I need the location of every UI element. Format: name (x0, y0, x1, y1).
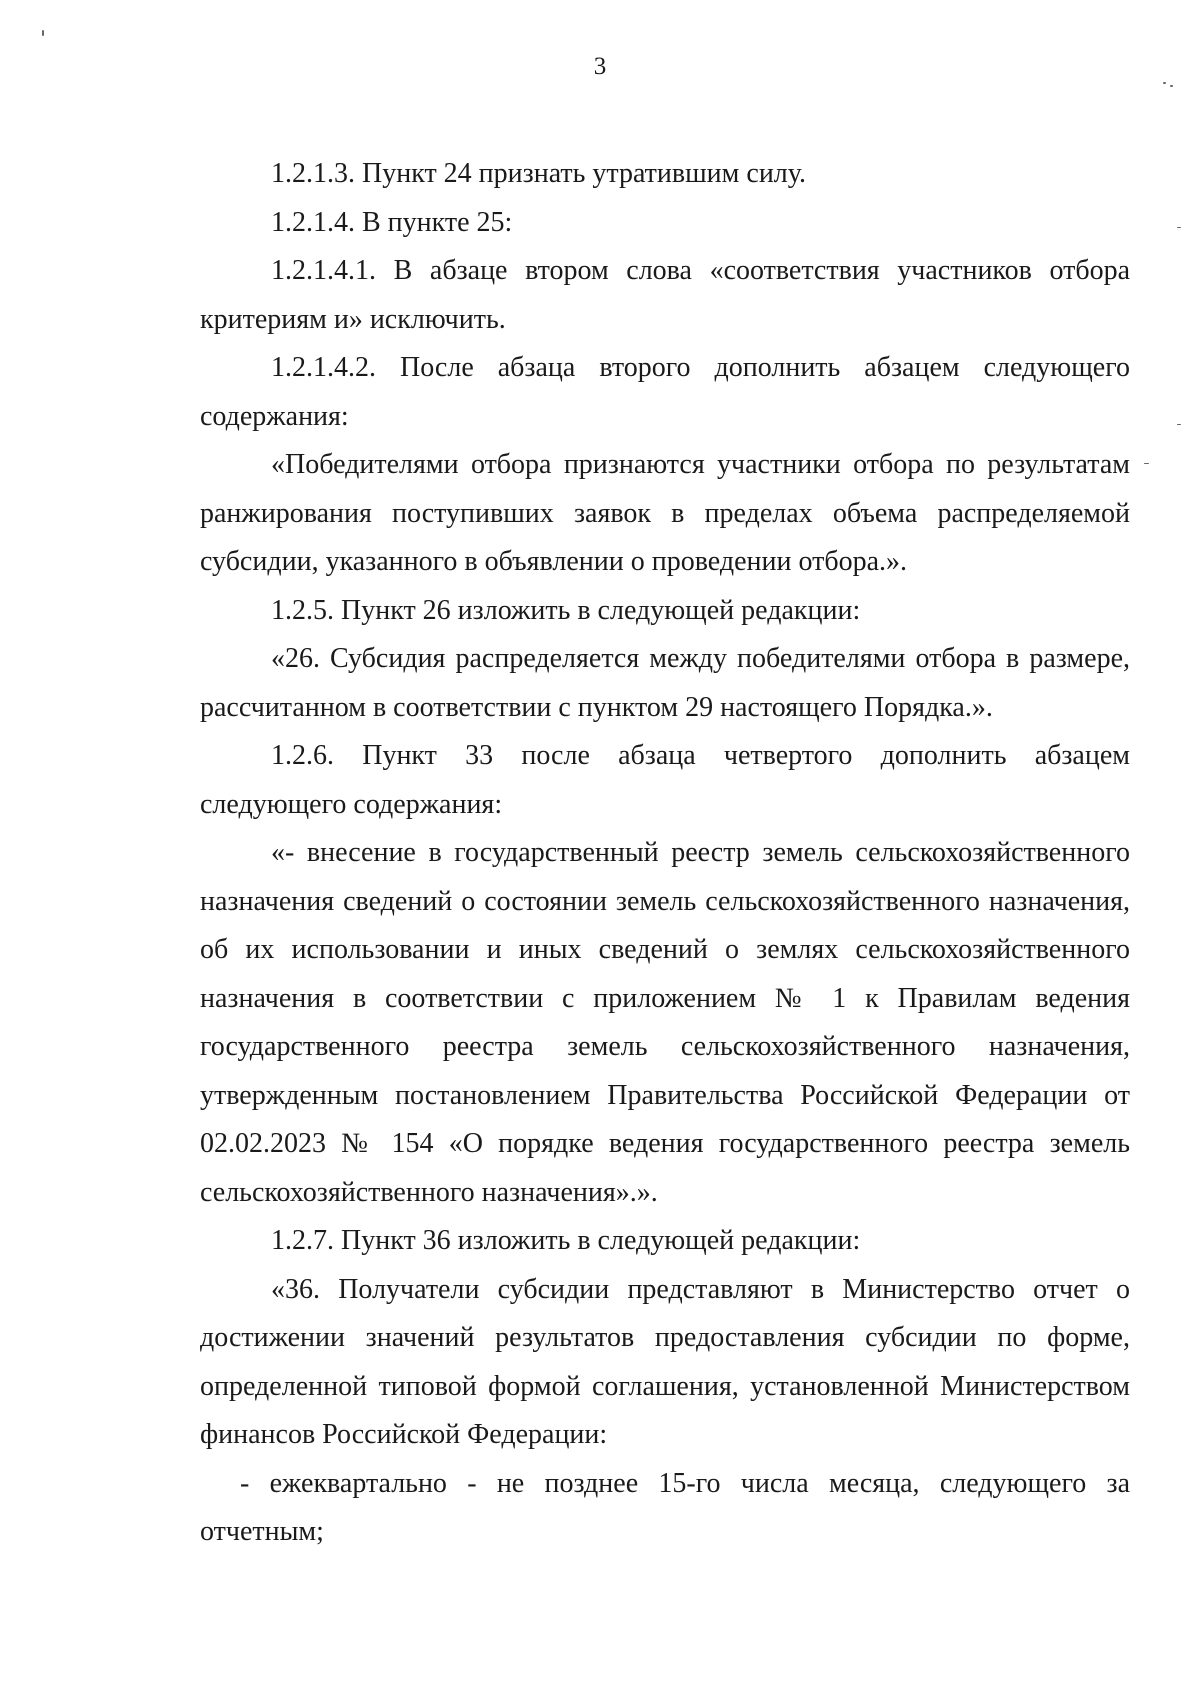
paragraph-1-2-1-4: 1.2.1.4. В пункте 25: (271, 206, 513, 238)
scan-artifact (1144, 463, 1149, 464)
scan-artifact (1177, 227, 1181, 228)
paragraph-1-2-5: 1.2.5. Пункт 26 изложить в следующей редакции: (271, 594, 861, 626)
list-item-quarterly: - ежеквартально - не позднее 15-го числа месяца, следующего за отчетным; (200, 1467, 1130, 1547)
scan-artifact (1163, 82, 1166, 84)
quoted-paragraph-winners: «Победителями отбора признаются участники отбора по результатам ранжирования поступивших заявок в пределах объема распределяемой субсидии, указанного в объявлении о проведении отбора.». (200, 449, 1130, 577)
quoted-paragraph-36: «36. Получатели субсидии представляют в Министерство отчет о достижении значений результатов предоставления субсидии по форме, определенной типовой формой соглашения, установленной Министерством финансов Российской Федерации: (200, 1273, 1130, 1450)
document-body (200, 150, 1130, 1557)
paragraph-1-2-7: 1.2.7. Пункт 36 изложить в следующей редакции: (271, 1225, 861, 1256)
quoted-paragraph-registry: «- внесение в государственный реестр земель сельскохозяйственного назначения сведений о состоянии земель сельскохозяйственного назначения, об их использовании и иных сведений о землях сельскохозяйственного назначения в соответствии с приложением № 1 к Правилам ведения государственного реестра земель сельскохозяйственного назначения, утвержденным постановлением Правительства Российской Федерации от 02.02.2023 № 154 «О порядке ведения государственного реестра земель сельскохозяйственного назначения».». (200, 837, 1130, 1208)
quoted-paragraph-26: «26. Субсидия распределяется между победителями отбора в размере, рассчитанном в соответствии с пунктом 29 настоящего Порядка.». (200, 643, 1130, 723)
paragraph-1-2-1-4-2: 1.2.1.4.2. После абзаца второго дополнить абзацем следующего содержания: (200, 352, 1130, 432)
scan-artifact (42, 30, 44, 36)
paragraph-1-2-6: 1.2.6. Пункт 33 после абзаца четвертого дополнить абзацем следующего содержания: (200, 740, 1130, 820)
scan-artifact (1170, 85, 1173, 87)
paragraph-1-2-1-3: 1.2.1.3. Пункт 24 признать утратившим силу. (271, 158, 806, 189)
paragraph-1-2-1-4-1: 1.2.1.4.1. В абзаце втором слова «соответствия участников отбора критериям и» исключить. (200, 255, 1130, 335)
scan-artifact (1177, 424, 1181, 425)
page-number: 3 (593, 53, 607, 80)
